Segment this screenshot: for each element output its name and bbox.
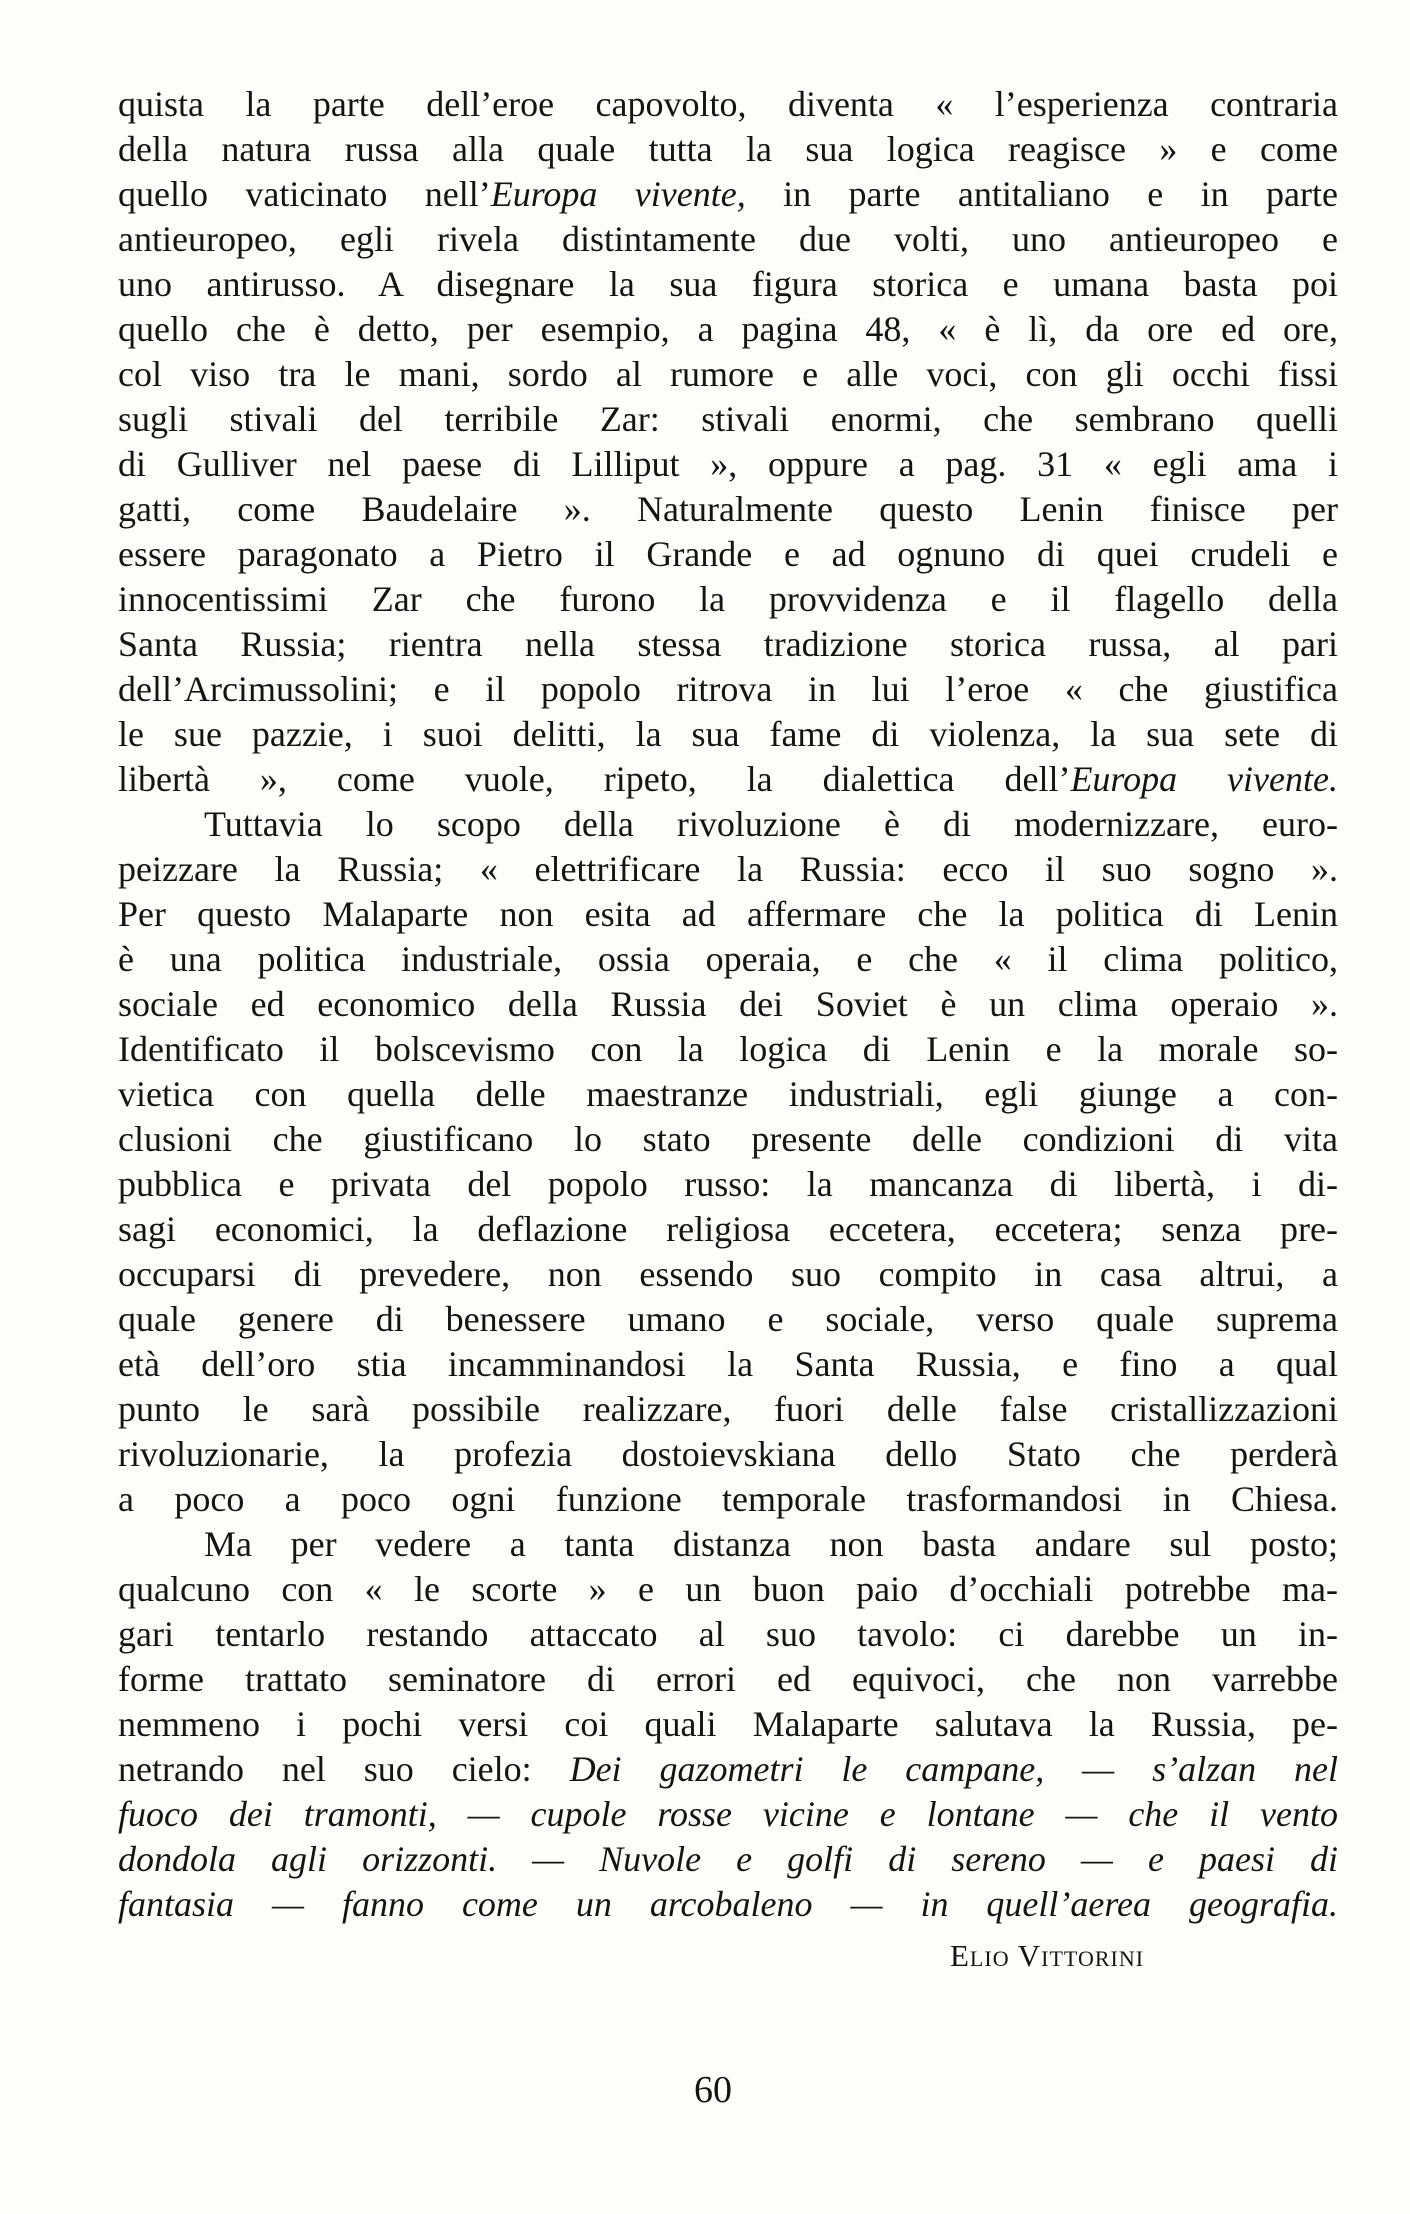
text-line <box>118 172 1338 217</box>
book-title-italic: Europa vivente, <box>490 174 746 214</box>
text-line: clusioni che giustificano lo stato presente delle condizioni di vita <box>118 1119 1338 1159</box>
text-line: uno antirusso. A disegnare la sua figura storica e umana basta poi <box>118 264 1338 304</box>
text-line: età dell’oro stia incamminandosi la Santa Russia, e fino a qual <box>118 1344 1338 1384</box>
text-line <box>118 757 1338 802</box>
verse-italic: Dei gazometri le campane, — s’alzan nel <box>569 1749 1338 1789</box>
text-line: quello che è detto, per esempio, a pagina 48, « è lì, da ore ed ore, <box>118 309 1338 349</box>
text-line: di Gulliver nel paese di Lilliput », oppure a pag. 31 « egli ama i <box>118 444 1338 484</box>
text-line: Tuttavia lo scopo della rivoluzione è di modernizzare, euro- <box>204 804 1338 844</box>
text-line: dell’Arcimussolini; e il popolo ritrova in lui l’eroe « che giustifica <box>118 669 1338 709</box>
text-line: col viso tra le mani, sordo al rumore e alle voci, con gli occhi fissi <box>118 354 1338 394</box>
text-line: Ma per vedere a tanta distanza non basta andare sul posto; <box>204 1524 1338 1564</box>
text-line: sugli stivali del terribile Zar: stivali enormi, che sembrano quelli <box>118 399 1338 439</box>
text-fragment: libertà », come vuole, ripeto, la dialettica dell’ <box>118 759 1071 799</box>
text-line: forme trattato seminatore di errori ed equivoci, che non varrebbe <box>118 1659 1338 1699</box>
text-fragment: netrando nel suo cielo: <box>118 1749 570 1789</box>
text-line: gatti, come Baudelaire ». Naturalmente questo Lenin finisce per <box>118 489 1338 529</box>
text-line <box>118 1747 1338 1792</box>
text-line: pubblica e privata del popolo russo: la mancanza di libertà, i di- <box>118 1164 1338 1204</box>
text-line: a poco a poco ogni funzione temporale trasformandosi in Chiesa. <box>118 1479 1338 1519</box>
paragraph-1 <box>118 82 1338 802</box>
body-text <box>118 82 1338 1927</box>
text-line: vietica con quella delle maestranze industriali, egli giunge a con- <box>118 1074 1338 1114</box>
verse-line: fuoco dei tramonti, — cupole rosse vicine e lontane — che il vento <box>118 1794 1338 1834</box>
text-line: quale genere di benessere umano e sociale, verso quale suprema <box>118 1299 1338 1339</box>
text-line: peizzare la Russia; « elettrificare la Russia: ecco il suo sogno ». <box>118 849 1338 889</box>
text-line: antieuropeo, egli rivela distintamente due volti, uno antieuropeo e <box>118 219 1338 259</box>
text-line: sagi economici, la deflazione religiosa eccetera, eccetera; senza pre- <box>118 1209 1338 1249</box>
page-number: 60 <box>694 2069 732 2111</box>
text-line: qualcuno con « le scorte » e un buon paio d’occhiali potrebbe ma- <box>118 1569 1338 1609</box>
text-line: occuparsi di prevedere, non essendo suo compito in casa altrui, a <box>118 1254 1338 1294</box>
text-fragment: quello vaticinato nell’ <box>118 174 491 214</box>
text-line: è una politica industriale, ossia operaia, e che « il clima politico, <box>118 939 1338 979</box>
text-line: Per questo Malaparte non esita ad affermare che la politica di Lenin <box>118 894 1338 934</box>
text-line: innocentissimi Zar che furono la provvidenza e il flagello della <box>118 579 1338 619</box>
text-line: essere paragonato a Pietro il Grande e ad ognuno di quei crudeli e <box>118 534 1338 574</box>
paragraph-2 <box>118 802 1338 1522</box>
text-line: quista la parte dell’eroe capovolto, diventa « l’esperienza contraria <box>118 84 1338 124</box>
text-line: sociale ed economico della Russia dei Soviet è un clima operaio ». <box>118 984 1338 1024</box>
text-line: gari tentarlo restando attaccato al suo tavolo: ci darebbe un in- <box>118 1614 1338 1654</box>
paragraph-3 <box>118 1522 1338 1927</box>
author-signature: Elio Vittorini <box>950 1938 1145 1973</box>
text-line: Identificato il bolscevismo con la logica di Lenin e la morale so- <box>118 1029 1338 1069</box>
verse-line: fantasia — fanno come un arcobaleno — in quell’aerea geografia. <box>118 1884 1338 1924</box>
book-title-italic: Europa vivente. <box>1070 759 1338 799</box>
text-line: nemmeno i pochi versi coi quali Malaparte salutava la Russia, pe- <box>118 1704 1338 1744</box>
text-line: della natura russa alla quale tutta la sua logica reagisce » e come <box>118 129 1338 169</box>
text-line: Santa Russia; rientra nella stessa tradizione storica russa, al pari <box>118 624 1338 664</box>
text-line: le sue pazzie, i suoi delitti, la sua fame di violenza, la sua sete di <box>118 714 1338 754</box>
text-fragment: in parte antitaliano e in parte <box>745 174 1338 214</box>
verse-line: dondola agli orizzonti. — Nuvole e golfi di sereno — e paesi di <box>118 1839 1338 1879</box>
text-line: rivoluzionarie, la profezia dostoievskiana dello Stato che perderà <box>118 1434 1338 1474</box>
text-line: punto le sarà possibile realizzare, fuori delle false cristallizzazioni <box>118 1389 1338 1429</box>
